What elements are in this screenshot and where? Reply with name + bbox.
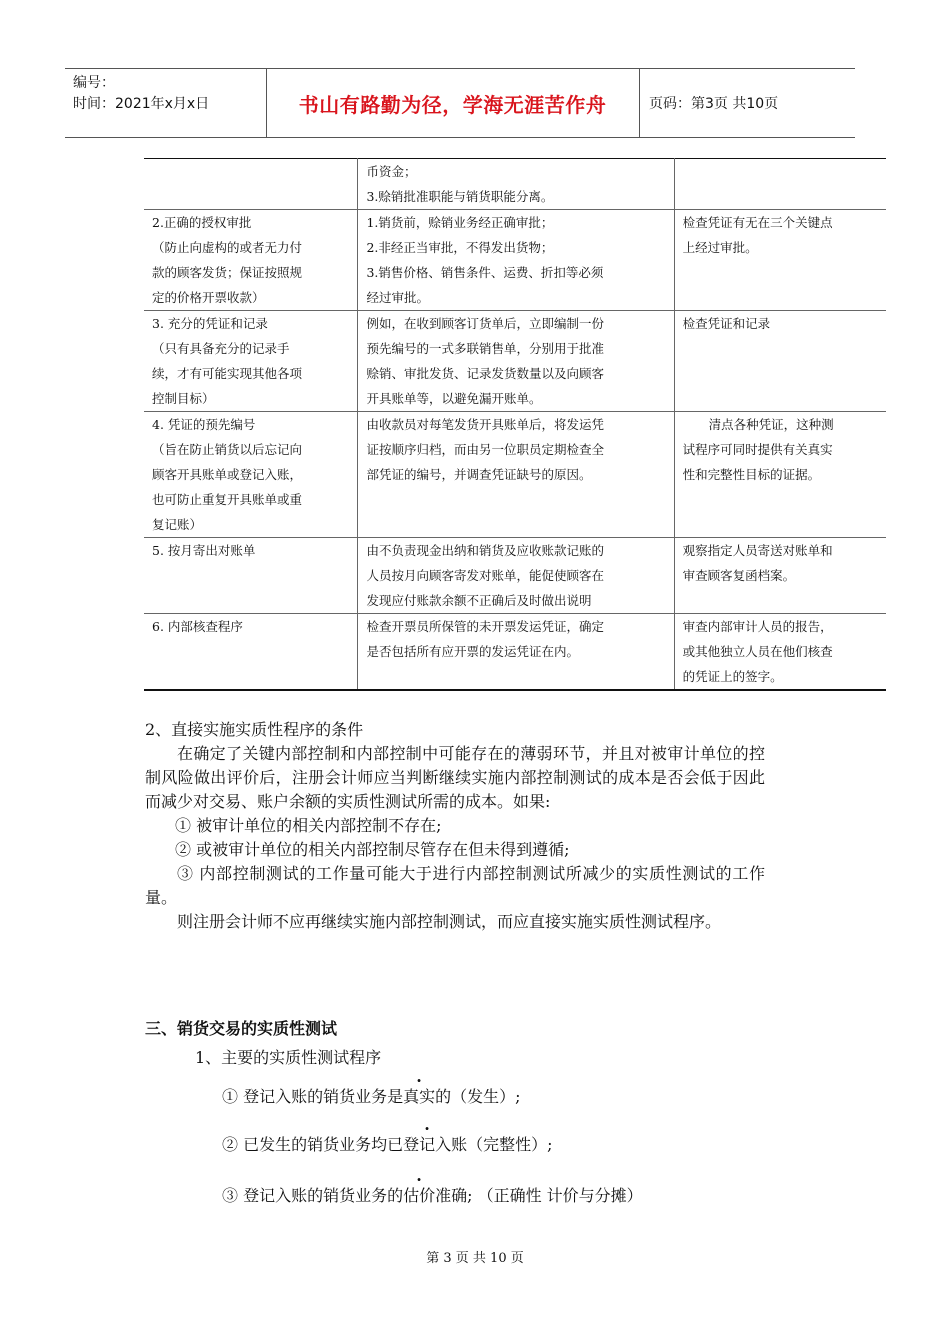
control-objective-cell	[144, 311, 358, 412]
cell-line: 检查开票员所保管的未开票发运凭证，确定	[366, 619, 604, 634]
table-row	[144, 210, 886, 311]
test-procedure-cell	[674, 614, 886, 691]
table-row	[144, 614, 886, 691]
test-procedure-cell	[674, 538, 886, 614]
header-meta	[73, 73, 209, 115]
cell-line: 款的顾客发货；保证按照规	[152, 265, 303, 280]
condition-item: ① 被审计单位的相关内部控制不存在;	[175, 816, 442, 835]
section2-conclusion: 则注册会计师不应再继续实施内部控制测试，而应直接实施实质性测试程序。	[177, 912, 722, 931]
condition-item: ③ 内部控制测试的工作量可能大于进行内部控制测试所减少的实质性测试的工作量。	[145, 864, 765, 907]
cell-line: 也可防止重复开具账单或重	[152, 492, 303, 507]
control-objective-cell	[144, 412, 358, 538]
header-page-number: 页码：第3页 共10页	[649, 96, 779, 112]
document-number-label: 编号：	[73, 75, 115, 91]
control-procedure-cell	[358, 159, 674, 210]
header-divider	[639, 69, 640, 137]
cell-line: 上经过审批。	[682, 240, 758, 255]
cell-line: 3.赊销批准职能与销货职能分离。	[366, 189, 554, 204]
cell-line: 2.正确的授权审批	[152, 215, 252, 230]
section2-title: 2、直接实施实质性程序的条件	[145, 720, 364, 739]
cell-line: 是否包括所有应开票的发运凭证在内。	[366, 644, 579, 659]
test-procedure-cell	[674, 412, 886, 538]
cell-line: 检查凭证和记录	[682, 316, 771, 331]
control-procedure-cell	[358, 412, 674, 538]
header-motto: 书山有路勤为径，学海无涯苦作舟	[298, 93, 607, 117]
document-time-label: 时间：2021年x月x日	[73, 96, 210, 112]
section2-paragraph: 在确定了关键内部控制和内部控制中可能存在的薄弱环节，并且对被审计单位的控制风险做出评价后，注册会计师应当判断继续实施内部控制测试的成本是否会低于因此而减少对交易、账户余额的实质性测试所需的成本。如果:	[145, 744, 765, 811]
test-procedure-cell	[674, 159, 886, 210]
cell-line: 检查凭证有无在三个关键点	[682, 215, 833, 230]
cell-line: 人员按月向顾客寄发对账单，能促使顾客在	[366, 568, 604, 583]
cell-line: 或其他独立人员在他们核查	[682, 644, 833, 659]
control-objective-cell	[144, 614, 358, 691]
section3-title: 三、销货交易的实质性测试	[145, 1019, 338, 1038]
cell-line: 续，才有可能实现其他各项	[152, 366, 303, 381]
cell-line: （只有具备充分的记录手	[152, 341, 290, 356]
cell-line: （防止向虚构的或者无力付	[152, 240, 303, 255]
emphasis-mark: · 已登记入账	[387, 1135, 467, 1154]
cell-line: 3. 充分的凭证和记录	[152, 316, 268, 331]
emphasis-mark: 真实	[403, 1087, 436, 1106]
control-procedure-cell	[358, 210, 674, 311]
cell-line: 的凭证上的签字。	[682, 669, 783, 684]
test-procedure-cell	[674, 311, 886, 412]
table-row	[144, 159, 886, 210]
cell-line: 由不负责现金出纳和销货及应收账款记账的	[366, 543, 604, 558]
cell-line: 定的价格开票收款）	[152, 290, 265, 305]
emphasis-mark: 估价	[403, 1186, 436, 1205]
cell-line: 发现应付账款余额不正确后及时做出说明	[366, 593, 592, 608]
page-footer: 第 3 页 共 10 页	[426, 1251, 524, 1266]
cell-line: 部凭证的编号，并调查凭证缺号的原因。	[366, 467, 592, 482]
page-header	[65, 68, 855, 138]
cell-line: 3.销售价格、销售条件、运费、折扣等必须	[366, 265, 604, 280]
cell-line: 控制目标）	[152, 391, 215, 406]
cell-line: 1.销货前，赊销业务经正确审批；	[366, 215, 554, 230]
table-row	[144, 311, 886, 412]
cell-line: 4. 凭证的预先编号	[152, 417, 256, 432]
control-objective-cell	[144, 159, 358, 210]
table-row	[144, 412, 886, 538]
procedure-item: ① 登记入账的销货业务是真实的（发生）;	[222, 1087, 521, 1106]
cell-line: 试程序可同时提供有关真实	[682, 442, 833, 457]
cell-line: 开具账单等，以避免漏开账单。	[366, 391, 542, 406]
condition-item: ② 或被审计单位的相关内部控制尽管存在但未得到遵循;	[175, 840, 570, 859]
control-objective-cell	[144, 538, 358, 614]
section2-block	[145, 718, 765, 934]
procedure-item: ③ 登记入账的销货业务的估价准确; （正确性 计价与分摊）	[222, 1186, 643, 1205]
cell-line: 经过审批。	[366, 290, 429, 305]
cell-line: 清点各种凭证，这种测	[708, 417, 834, 432]
cell-line: 例如，在收到顾客订货单后，立即编制一份	[366, 316, 604, 331]
cell-line: 币资金；	[366, 164, 417, 179]
table-row	[144, 538, 886, 614]
cell-line: 赊销、审批发货、记录发货数量以及向顾客	[366, 366, 604, 381]
control-table	[144, 158, 886, 691]
cell-line: 审查内部审计人员的报告，	[682, 619, 833, 634]
cell-line: 顾客开具账单或登记入账，	[152, 467, 303, 482]
cell-line: 5. 按月寄出对账单	[152, 543, 256, 558]
cell-line: 预先编号的一式多联销售单，分别用于批准	[366, 341, 604, 356]
test-procedure-cell	[674, 210, 886, 311]
control-procedure-cell	[358, 614, 674, 691]
cell-line: 6. 内部核查程序	[152, 619, 243, 634]
cell-line: 证按顺序归档，而由另一位职员定期检查全	[366, 442, 604, 457]
cell-line: 由收款员对每笔发货开具账单后，将发运凭	[366, 417, 604, 432]
control-objective-cell	[144, 210, 358, 311]
cell-line: （旨在防止销货以后忘记向	[152, 442, 303, 457]
control-procedure-cell	[358, 538, 674, 614]
cell-line: 观察指定人员寄送对账单和	[682, 543, 833, 558]
control-procedure-cell	[358, 311, 674, 412]
cell-line: 复记账）	[152, 517, 203, 532]
cell-line: 2.非经正当审批，不得发出货物；	[366, 240, 554, 255]
cell-line: 性和完整性目标的证据。	[682, 467, 821, 482]
procedure-item: ② 已发生的销货业务均· 已登记入账（完整性）;	[222, 1132, 553, 1155]
section3-subtitle: 1、主要的实质性测试程序	[195, 1048, 382, 1067]
cell-line: 审查顾客复函档案。	[682, 568, 796, 583]
